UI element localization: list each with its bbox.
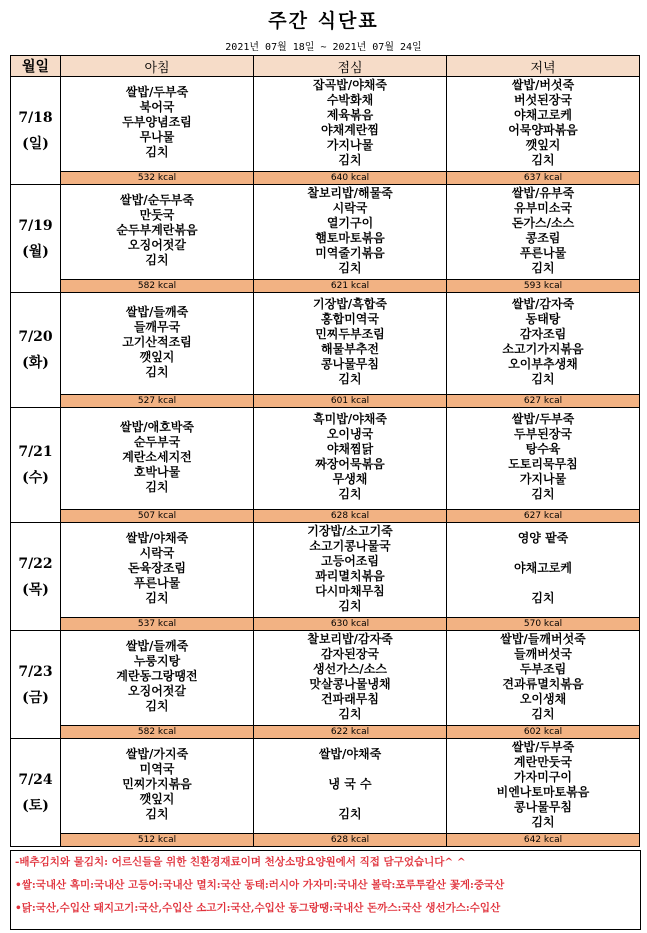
kcal-row [11, 280, 640, 293]
dinner-kcal: 627 kcal [447, 510, 640, 523]
menu-item: 찰보리밥/감자죽 [307, 632, 393, 646]
menu-item: 들깨버섯국 [514, 647, 572, 661]
day-cell [11, 631, 61, 739]
breakfast-cell [61, 185, 254, 280]
lunch-kcal: 622 kcal [254, 726, 447, 739]
menu-item: 미역줄기볶음 [315, 246, 385, 260]
note-kimchi: -배추김치와 물김치: 어르신들을 위한 친환경재료이며 천상소망요양원에서 직접 담구었습니다^ ^ [15, 856, 466, 868]
menu-item: 오이냉국 [326, 427, 374, 441]
header-day: 월일 [11, 56, 61, 77]
menu-item: 햄토마토볶음 [315, 231, 385, 245]
menu-item: 김치 [338, 807, 362, 821]
day-date: 7/20 [18, 329, 53, 345]
menu-item: 두부조림 [519, 662, 567, 676]
menu-item: 무생채 [332, 472, 368, 486]
menu-item: 계란만둣국 [514, 755, 572, 769]
day-weekday: (일) [22, 135, 49, 152]
lunch-cell [254, 77, 447, 172]
menu-item: 들깨무국 [133, 320, 181, 334]
menu-item: 콩조림 [525, 231, 561, 245]
header-row [11, 56, 640, 77]
dinner-kcal: 637 kcal [447, 172, 640, 185]
day-date: 7/21 [18, 444, 53, 460]
lunch-kcal: 628 kcal [254, 834, 447, 847]
day-row [11, 77, 640, 172]
menu-item [447, 546, 639, 561]
menu-item: 탕수육 [525, 442, 561, 456]
menu-item: 쌀밥/들깨죽 [125, 639, 189, 653]
dinner-kcal: 570 kcal [447, 618, 640, 631]
kcal-row [11, 618, 640, 631]
dinner-cell [447, 739, 640, 834]
menu-item: 김치 [531, 591, 555, 605]
breakfast-kcal: 582 kcal [61, 726, 254, 739]
menu-item: 콩나물무침 [321, 357, 379, 371]
menu-item: 생선가스/소스 [313, 662, 387, 676]
menu-item [254, 792, 446, 807]
menu-item: 푸른나물 [133, 576, 181, 590]
menu-item: 감자조림 [519, 327, 567, 341]
day-cell [11, 77, 61, 185]
menu-item: 소고기가지볶음 [502, 342, 584, 356]
breakfast-cell [61, 523, 254, 618]
menu-item: 돈가스/소스 [511, 216, 575, 230]
lunch-cell [254, 293, 447, 395]
menu-item: 김치 [338, 487, 362, 501]
dinner-cell [447, 523, 640, 618]
menu-item: 쌀밥/들깨죽 [125, 305, 189, 319]
day-date: 7/22 [18, 555, 53, 572]
menu-item: 깻잎지 [139, 792, 175, 806]
dinner-cell [447, 77, 640, 172]
menu-item: 기장밥/흑합죽 [313, 297, 387, 311]
menu-item: 쌀밥/두부죽 [511, 740, 575, 754]
menu-item: 야채고로케 [514, 561, 572, 575]
menu-item: 비엔나토마토볶음 [496, 785, 590, 799]
day-date: 7/19 [18, 217, 53, 234]
lunch-cell [254, 408, 447, 510]
menu-item: 무나물 [139, 130, 175, 144]
menu-item: 쌀밥/버섯죽 [511, 78, 575, 92]
menu-item: 야채계란찜 [321, 123, 379, 137]
menu-item: 김치 [145, 591, 169, 605]
lunch-cell [254, 631, 447, 726]
breakfast-cell [61, 631, 254, 726]
menu-item: 북어국 [139, 100, 175, 114]
menu-item: 쌀밥/순두부죽 [120, 193, 194, 207]
menu-item: 김치 [338, 599, 362, 613]
day-row [11, 408, 640, 510]
day-cell [11, 408, 61, 523]
menu-item: 맛살콩나물냉채 [309, 677, 391, 691]
menu-item: 잡곡밥/야채죽 [313, 78, 387, 92]
menu-item: 김치 [531, 153, 555, 167]
menu-item: 쌀밥/가지죽 [125, 747, 189, 761]
menu-item [447, 576, 639, 591]
menu-item: 호박나물 [133, 465, 181, 479]
dinner-cell [447, 631, 640, 726]
menu-item: 쌀밥/야채죽 [318, 747, 382, 761]
menu-item: 동태탕 [525, 312, 561, 326]
menu-item: 짜장어묵볶음 [315, 457, 385, 471]
menu-item: 김치 [338, 261, 362, 275]
menu-item: 김치 [145, 699, 169, 713]
menu-item: 쌀밥/들깨버섯죽 [500, 632, 586, 646]
lunch-cell [254, 523, 447, 618]
menu-item: 오이생채 [519, 692, 567, 706]
breakfast-kcal: 527 kcal [61, 395, 254, 408]
menu-item: 김치 [531, 372, 555, 386]
menu-item: 어묵양파볶음 [508, 123, 578, 137]
breakfast-kcal: 537 kcal [61, 618, 254, 631]
menu-item: 민찌두부조림 [315, 327, 385, 341]
menu-item: 김치 [145, 807, 169, 821]
menu-item: 오이부추생채 [508, 357, 578, 371]
page-title: 주간 식단표 [268, 10, 379, 32]
menu-item: 김치 [145, 480, 169, 494]
day-weekday: (화) [22, 355, 49, 371]
day-cell [11, 739, 61, 847]
menu-item: 시락국 [139, 546, 175, 560]
day-row [11, 631, 640, 726]
menu-item: 건파래무침 [321, 692, 379, 706]
menu-item: 야채고로케 [514, 108, 572, 122]
header-lunch: 점심 [254, 56, 447, 77]
menu-item: 쌀밥/유부죽 [511, 186, 575, 200]
day-row [11, 523, 640, 618]
menu-item: 김치 [338, 707, 362, 721]
menu-item: 영양 팥죽 [517, 531, 569, 545]
menu-item: 쌀밥/두부죽 [125, 85, 189, 99]
menu-item: 김치 [531, 815, 555, 829]
day-cell [11, 293, 61, 408]
menu-item: 소고기콩나물국 [309, 539, 391, 553]
menu-item: 열기구이 [326, 216, 374, 230]
day-weekday: (수) [22, 470, 49, 486]
menu-item: 오징어젓갈 [128, 238, 186, 252]
kcal-row [11, 834, 640, 847]
lunch-kcal: 640 kcal [254, 172, 447, 185]
menu-item: 만둣국 [139, 208, 175, 222]
dinner-kcal: 593 kcal [447, 280, 640, 293]
menu-item: 버섯된장국 [514, 93, 572, 107]
menu-item: 김치 [531, 707, 555, 721]
day-row [11, 185, 640, 280]
menu-item: 깻잎지 [525, 138, 561, 152]
dinner-kcal: 602 kcal [447, 726, 640, 739]
menu-item: 쌀밥/야채죽 [125, 531, 189, 545]
lunch-kcal: 630 kcal [254, 618, 447, 631]
lunch-kcal: 628 kcal [254, 510, 447, 523]
breakfast-cell [61, 408, 254, 510]
kcal-row [11, 172, 640, 185]
menu-table [10, 55, 640, 847]
day-cell [11, 185, 61, 293]
menu-item: 김치 [338, 372, 362, 386]
dinner-cell [447, 293, 640, 395]
kcal-row [11, 510, 640, 523]
menu-item: 민찌가지볶음 [122, 777, 192, 791]
menu-item: 돈육장조림 [128, 561, 186, 575]
menu-item: 쌀밥/두부죽 [511, 412, 575, 426]
menu-item: 기장밥/소고기죽 [307, 524, 393, 538]
menu-item: 김치 [531, 261, 555, 275]
note-origin-2: •닭:국산,수입산 돼지고기:국산,수입산 소고기:국산,수입산 동그랑땡:국내산 돈까스:국산 생선가스:수입산 [15, 902, 501, 914]
lunch-cell [254, 185, 447, 280]
day-date: 7/23 [18, 663, 53, 680]
menu-item: 시락국 [332, 201, 368, 215]
menu-item: 가지나물 [519, 472, 567, 486]
menu-item: 쌀밥/감자죽 [511, 297, 575, 311]
menu-item: 감자된장국 [321, 647, 379, 661]
menu-item: 찰보리밥/해물죽 [307, 186, 393, 200]
note-origin-1: •쌀:국내산 흑미:국내산 고등어:국내산 멸치:국산 동태:러시아 가자미:국내산 볼락:포루투칼산 꽃게:중국산 [15, 879, 505, 891]
menu-item: 두부양념조림 [122, 115, 192, 129]
kcal-row [11, 395, 640, 408]
menu-item: 계란소세지전 [122, 450, 192, 464]
menu-item: 김치 [145, 365, 169, 379]
menu-item: 김치 [145, 253, 169, 267]
menu-item: 제육볶음 [326, 108, 374, 122]
menu-item: 꽈리멸치볶음 [315, 569, 385, 583]
dinner-cell [447, 408, 640, 510]
day-weekday: (월) [22, 243, 49, 260]
lunch-kcal: 601 kcal [254, 395, 447, 408]
menu-item: 가지나물 [326, 138, 374, 152]
menu-item: 가자미구이 [514, 770, 572, 784]
breakfast-cell [61, 293, 254, 395]
day-cell [11, 523, 61, 631]
menu-item: 고등어조림 [321, 554, 379, 568]
menu-item: 김치 [338, 153, 362, 167]
breakfast-kcal: 582 kcal [61, 280, 254, 293]
breakfast-cell [61, 77, 254, 172]
lunch-cell [254, 739, 447, 834]
menu-item: 견과류멸치볶음 [502, 677, 584, 691]
menu-item [254, 762, 446, 777]
day-weekday: (금) [22, 689, 49, 706]
menu-item: 해물부추전 [321, 342, 379, 356]
kcal-row [11, 726, 640, 739]
menu-item: 고기산적조림 [122, 335, 192, 349]
day-weekday: (목) [22, 581, 49, 598]
menu-item: 누룽지탕 [133, 654, 181, 668]
day-weekday: (토) [22, 797, 49, 814]
header-dinner: 저녁 [447, 56, 640, 77]
menu-item: 깻잎지 [139, 350, 175, 364]
menu-item: 야채찜닭 [326, 442, 374, 456]
menu-item: 도토리묵무침 [508, 457, 578, 471]
breakfast-kcal: 507 kcal [61, 510, 254, 523]
day-date: 7/24 [18, 771, 53, 788]
menu-item: 김치 [531, 487, 555, 501]
dinner-kcal: 627 kcal [447, 395, 640, 408]
menu-item: 쌀밥/애호박죽 [120, 420, 194, 434]
menu-item: 두부된장국 [514, 427, 572, 441]
menu-item: 유부미소국 [514, 201, 572, 215]
header-breakfast: 아침 [61, 56, 254, 77]
menu-item: 순두부국 [133, 435, 181, 449]
breakfast-kcal: 532 kcal [61, 172, 254, 185]
menu-item: 냉 국 수 [328, 777, 372, 791]
menu-item: 순두부계란볶음 [116, 223, 198, 237]
day-row [11, 739, 640, 834]
notes-box [10, 850, 641, 930]
dinner-kcal: 642 kcal [447, 834, 640, 847]
menu-item: 흑미밥/야채죽 [313, 412, 387, 426]
menu-item: 다시마채무침 [315, 584, 385, 598]
menu-item: 푸른나물 [519, 246, 567, 260]
day-date: 7/18 [18, 109, 53, 126]
breakfast-kcal: 512 kcal [61, 834, 254, 847]
menu-item: 오징어젓갈 [128, 684, 186, 698]
menu-item: 수박화채 [326, 93, 374, 107]
lunch-kcal: 621 kcal [254, 280, 447, 293]
menu-item: 홍합미역국 [321, 312, 379, 326]
menu-item: 김치 [145, 145, 169, 159]
menu-item: 콩나물무침 [514, 800, 572, 814]
date-range: 2021년 07월 18일 ~ 2021년 07월 24일 [225, 42, 422, 53]
menu-item: 미역국 [139, 762, 175, 776]
breakfast-cell [61, 739, 254, 834]
dinner-cell [447, 185, 640, 280]
day-row [11, 293, 640, 395]
menu-item: 계란동그랑땡전 [116, 669, 198, 683]
